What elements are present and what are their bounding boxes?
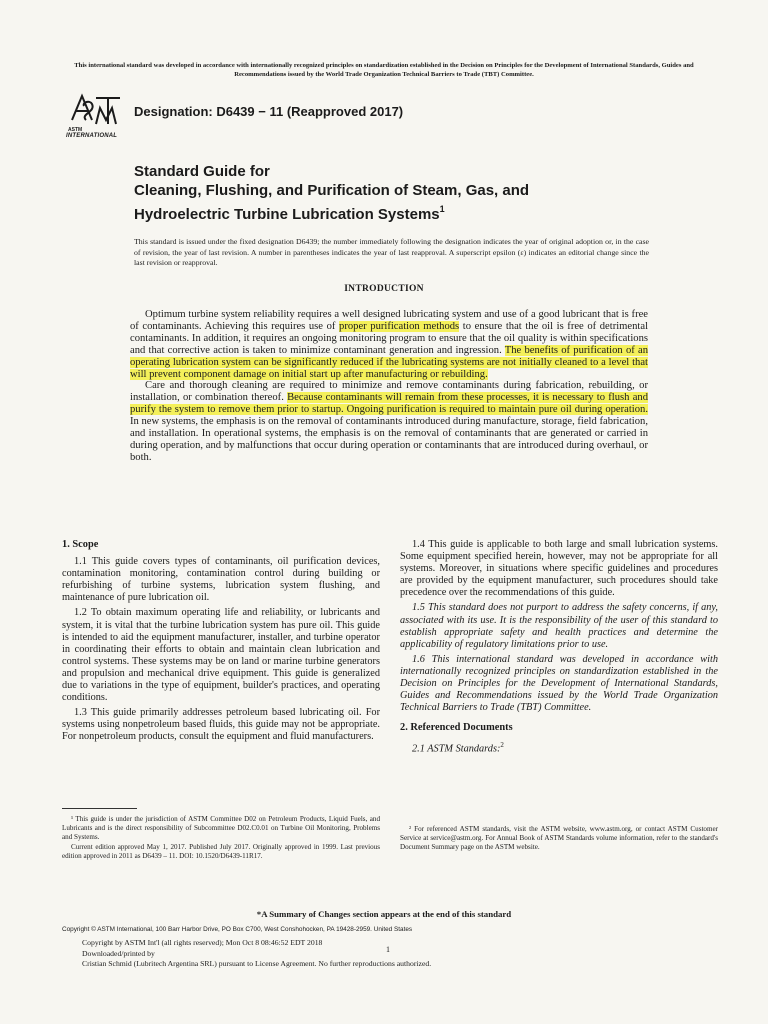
intro-p1-highlight-1: proper purification methods <box>339 320 460 332</box>
scope-heading: 1. Scope <box>62 539 99 550</box>
section-1-1: 1.1 This guide covers types of contaminants, oil purification devices, contamination monitoring, contamination control during building or refurbishing of turbine systems, lubrication system flushing, and maintenance of pure lubrication oil. <box>62 556 380 604</box>
title-line-1: Standard Guide for <box>134 163 270 180</box>
left-column <box>62 539 380 747</box>
title-line-2: Cleaning, Flushing, and Purification of Steam, Gas, and <box>134 182 530 199</box>
footnotes-right <box>400 825 718 853</box>
section-1-4: 1.4 This guide is applicable to both large and small lubrication systems. Some equipment specified herein, however, may not be appropriate for all systems. Moreover, in situations where specific guidelines and procedures are provided by the equipment manufacturer, such procedures should take precedence over the recommendations of this guide. <box>400 539 718 599</box>
title-line-3 <box>134 200 654 224</box>
designation: Designation: D6439 − 11 (Reapproved 2017) <box>134 104 404 119</box>
section-1-2: 1.2 To obtain maximum operating life and reliability, or lubricants and system, it is vital that the turbine lubrication system has pure oil. This guide is intended to aid the equipment manufacturer, installer, and turbine operator in coordinating their efforts to obtain and maintain clean lubrication and control systems. These systems may be on land or marine turbine generators and propulsion and mechanical drive equipment. This guide is generalized due to variations in the type of equipment, builder's practices, and operating conditions. <box>62 607 380 704</box>
copyright-address: Copyright © ASTM International, 100 Barr Harbor Drive, PO Box C700, West Conshohocken, PA 19428-2959. United States <box>62 926 413 933</box>
section-1-6: 1.6 This international standard was developed in accordance with internationally recognized principles on standardization established in the Decision on Principles for the Development of International Standards, Guides and Recommendations issued by the World Trade Organization Technical Barriers to Trade (TBT) Committee. <box>400 653 718 714</box>
intro-p2-text-a: Care and thorough cleaning are required to minimize and remove contaminants during fabrication, rebuilding, or installation, or combination thereof. <box>130 380 648 404</box>
intro-p1-text-b: to ensure that the oil is free of detrimental contaminants. In addition, it requires an ongoing monitoring program to ensure that the oil quality is within specifications and that corrective action is taken to minimize contaminant generation and ingression. <box>130 320 649 356</box>
license-stamp <box>82 938 602 970</box>
wto-notice: This international standard was developed in accordance with internationally recognized principles on standardization established in the Decision on Principles for the Development of International Standards, Guides and Recommendations issued by the World Trade Organization Technical Barriers to Trade (TBT) Committee. <box>74 62 694 78</box>
intro-p2-text-b: In new systems, the emphasis is on the removal of contaminants introduced during manufacture, storage, field fabrication, and installation. In operational systems, the emphasis is on the removal of contaminants that are generated or carried in during operation, and by malfunctions that occur during operation or contaminants that are introduced during overhaul, or both. <box>130 416 648 463</box>
astm-logo-mark-icon <box>66 90 124 132</box>
license-line-1: Copyright by ASTM Int'l (all rights reserved); Mon Oct 8 08:46:52 EDT 2018 <box>82 938 323 947</box>
footnote-rule <box>62 808 137 809</box>
introduction-body <box>130 309 648 464</box>
section-1-5: 1.5 This standard does not purport to address the safety concerns, if any, associated with its use. It is the responsibility of the user of this standard to establish appropriate safety and health practices and determine the applicability of regulatory limitations prior to use. <box>400 602 718 650</box>
intro-paragraph-1 <box>130 309 648 380</box>
license-line-2: Downloaded/printed by <box>82 948 155 958</box>
introduction-heading: INTRODUCTION <box>344 284 424 294</box>
section-1-3: 1.3 This guide primarily addresses petroleum based lubricating oil. For systems using nonpetroleum based fluids, this guide may not be appropriate. For nonpetroleum products, consult the equipment and fluid manufacturers. <box>62 707 380 743</box>
footnotes-left <box>62 808 380 861</box>
logo-letters: ASTM <box>68 127 83 132</box>
license-line-3: Cristian Schmid (Lubritech Argentina SRL) pursuant to License Agreement. No further reproductions authorized. <box>82 959 432 969</box>
footnote-1: ¹ This guide is under the jurisdiction of ASTM Committee D02 on Petroleum Products, Liquid Fuels, and Lubricants and is the direct responsibility of Subcommittee D02.C0.01 on Turbine Oil Monitoring, Problems and Systems. <box>62 815 380 842</box>
referenced-documents-heading: 2. Referenced Documents <box>400 722 513 734</box>
intro-p1-text-a: Optimum turbine system reliability requires a well designed lubricating system and use of a good lubricant that is free of contaminants. Achieving this requires use of <box>130 309 648 332</box>
footnote-2: ² For referenced ASTM standards, visit the ASTM website, www.astm.org, or contact ASTM Customer Service at service@astm.org. For Annual Book of ASTM Standards volume information, refer to the standard's Document Summary page on the ASTM website. <box>400 825 718 852</box>
right-column <box>400 539 718 759</box>
intro-paragraph-2 <box>130 380 648 463</box>
title-footnote-mark: 1 <box>439 204 445 214</box>
title-line-3-text: Hydroelectric Turbine Lubrication Systems <box>134 206 440 223</box>
intro-p2-highlight: Because contaminants will remain from these processes, it is necessary to flush and purify the system to remove them prior to startup. Ongoing purification is required to maintain pure oil during operation. <box>130 392 648 416</box>
section-2-1 <box>400 739 718 756</box>
page-number: 1 <box>386 945 390 954</box>
logo-caption: INTERNATIONAL <box>66 133 118 139</box>
section-2-1-text: 2.1 ASTM Standards: <box>412 743 501 755</box>
footnote-1-edition: Current edition approved May 1, 2017. Published July 2017. Originally approved in 1999. Last previous edition approved in 2011 as D6439 – 11. DOI: 10.1520/D6439-11R17. <box>62 842 380 860</box>
document-title <box>134 162 654 224</box>
section-2-1-footnote-mark: 2 <box>500 741 504 750</box>
intro-p1-highlight-2: The benefits of purification of an operating lubrication system can be significantly reduced if the lubricating systems are not initially cleaned to a level that will prevent component damage on initial start up after manufacturing or rebuilding. <box>130 344 648 380</box>
issuance-note: This standard is issued under the fixed designation D6439; the number immediately following the designation indicates the year of original adoption or, in the case of revision, the year of last revision. A number in parentheses indicates the year of last reapproval. A superscript epsilon (ε) indicates an editorial change since the last revision or reapproval. <box>134 237 649 268</box>
astm-logo <box>66 90 124 139</box>
summary-of-changes-note: *A Summary of Changes section appears at the end of this standard <box>256 909 512 919</box>
